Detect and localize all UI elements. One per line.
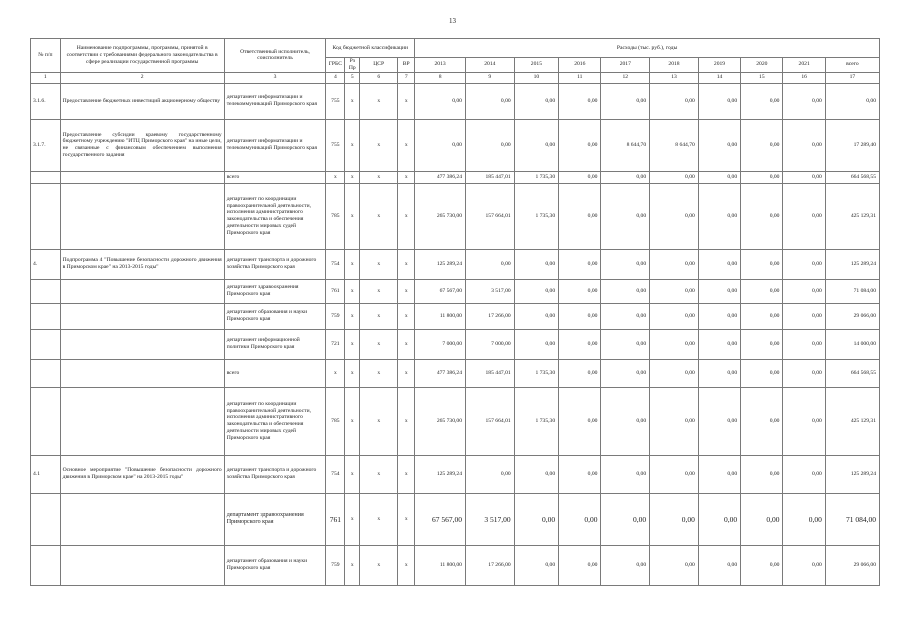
csr-code: x	[360, 545, 398, 585]
expense-value: 0,00	[783, 83, 825, 119]
column-number: 2	[60, 72, 224, 83]
expense-value: 125 289,24	[415, 249, 466, 279]
grbs-code: 785	[326, 387, 345, 455]
program-name	[60, 359, 224, 387]
column-number: 13	[650, 72, 699, 83]
csr-code: x	[360, 279, 398, 303]
expense-value: 0,00	[783, 493, 825, 545]
column-number: 12	[601, 72, 650, 83]
expense-value: 0,00	[650, 171, 699, 183]
expense-value: 0,00	[514, 119, 558, 171]
grbs-code: 761	[326, 493, 345, 545]
rzpr-code: x	[345, 303, 360, 329]
expense-value: 0,00	[783, 545, 825, 585]
expense-value: 0,00	[514, 493, 558, 545]
column-number: 17	[825, 72, 879, 83]
expenses-header: Расходы (тыс. руб.), годы	[415, 39, 880, 58]
csr-code: x	[360, 493, 398, 545]
expense-value: 0,00	[415, 119, 466, 171]
responsible-department: департамент здравоохранения Приморского края	[224, 493, 326, 545]
expense-value: 0,00	[650, 303, 699, 329]
column-number: 3	[224, 72, 326, 83]
expense-value: 157 664,01	[465, 183, 514, 249]
year-header: всего	[825, 58, 879, 73]
expense-value: 0,00	[514, 303, 558, 329]
csr-code: x	[360, 183, 398, 249]
rzpr-code: x	[345, 545, 360, 585]
year-header: 2016	[559, 58, 601, 73]
csr-code: x	[360, 455, 398, 493]
expense-value: 0,00	[741, 303, 783, 329]
expense-value: 71 084,00	[825, 279, 879, 303]
expense-value: 0,00	[559, 359, 601, 387]
expense-value: 0,00	[514, 249, 558, 279]
expense-value: 425 129,31	[825, 387, 879, 455]
expense-value: 0,00	[698, 183, 740, 249]
rzpr-code: x	[345, 119, 360, 171]
grbs-code: 755	[326, 83, 345, 119]
responsible-department: всего	[224, 359, 326, 387]
vr-code: x	[398, 545, 415, 585]
csr-code: x	[360, 171, 398, 183]
grbs-code: 754	[326, 249, 345, 279]
expense-value: 0,00	[741, 359, 783, 387]
grbs-code: 761	[326, 279, 345, 303]
program-name: Подпрограмма 4 "Повышение безопасности дорожного движения в Приморском крае" на 2013-2015 годы"	[60, 249, 224, 279]
expense-value: 0,00	[741, 329, 783, 359]
rzpr-code: x	[345, 493, 360, 545]
expense-value: 0,00	[559, 303, 601, 329]
responsible-department: департамент транспорта и дорожного хозяйства Приморского края	[224, 455, 326, 493]
responsible-department: департамент образования и науки Приморского края	[224, 545, 326, 585]
expense-value: 0,00	[741, 83, 783, 119]
csr-code: x	[360, 83, 398, 119]
expense-value: 0,00	[601, 279, 650, 303]
expense-value: 67 567,00	[415, 279, 466, 303]
column-number: 6	[360, 72, 398, 83]
column-number: 7	[398, 72, 415, 83]
row-number	[31, 303, 61, 329]
expense-value: 157 664,01	[465, 387, 514, 455]
expense-value: 0,00	[465, 249, 514, 279]
csr-code: x	[360, 119, 398, 171]
table-row	[31, 493, 880, 545]
grbs-code: 759	[326, 303, 345, 329]
expense-value: 0,00	[698, 249, 740, 279]
expense-value: 0,00	[559, 249, 601, 279]
expense-value: 8 644,70	[650, 119, 699, 171]
table-row	[31, 279, 880, 303]
expense-value: 0,00	[698, 545, 740, 585]
expense-value: 0,00	[650, 329, 699, 359]
expense-value: 0,00	[559, 493, 601, 545]
program-name	[60, 279, 224, 303]
expense-value: 67 567,00	[415, 493, 466, 545]
expense-value: 185 447,01	[465, 359, 514, 387]
responsible-department: департамент здравоохранения Приморского края	[224, 279, 326, 303]
expense-value: 0,00	[559, 171, 601, 183]
expense-value: 125 289,24	[825, 249, 879, 279]
col-responsible-header: Ответственный исполнитель, соисполнитель	[224, 39, 326, 73]
year-header: 2021	[783, 58, 825, 73]
row-number: 4.	[31, 249, 61, 279]
expense-value: 0,00	[783, 119, 825, 171]
expense-value: 0,00	[698, 119, 740, 171]
expense-value: 0,00	[415, 83, 466, 119]
year-header: 2017	[601, 58, 650, 73]
csr-code: x	[360, 329, 398, 359]
expense-value: 0,00	[741, 455, 783, 493]
program-name	[60, 493, 224, 545]
expense-value: 0,00	[601, 545, 650, 585]
expense-value: 0,00	[741, 493, 783, 545]
grbs-code: 785	[326, 183, 345, 249]
expense-value: 0,00	[650, 279, 699, 303]
column-number: 1	[31, 72, 61, 83]
expense-value: 0,00	[783, 171, 825, 183]
expense-value: 0,00	[783, 329, 825, 359]
expense-value: 265 730,00	[415, 183, 466, 249]
rzpr-code: x	[345, 183, 360, 249]
responsible-department: департамент по координации правоохранительной деятельности, исполнения административного законодательства и обеспечения деятельности мировых судей Приморского края	[224, 387, 326, 455]
vr-code: x	[398, 387, 415, 455]
row-number	[31, 329, 61, 359]
vr-code: x	[398, 183, 415, 249]
grbs-code: 754	[326, 455, 345, 493]
expense-value: 0,00	[783, 387, 825, 455]
expense-value: 664 568,55	[825, 171, 879, 183]
page-number: 13	[449, 17, 456, 25]
code-header: Рз Пр	[345, 58, 360, 73]
row-number: 4.1	[31, 455, 61, 493]
program-name	[60, 387, 224, 455]
expense-value: 7 000,00	[415, 329, 466, 359]
expense-value: 0,00	[601, 249, 650, 279]
grbs-code: x	[326, 171, 345, 183]
rzpr-code: x	[345, 329, 360, 359]
responsible-department: департамент транспорта и дорожного хозяйства Приморского края	[224, 249, 326, 279]
expense-value: 0,00	[783, 249, 825, 279]
expense-value: 0,00	[698, 387, 740, 455]
expense-value: 0,00	[650, 183, 699, 249]
table-row	[31, 359, 880, 387]
grbs-code: 721	[326, 329, 345, 359]
expense-value: 477 386,24	[415, 359, 466, 387]
row-number	[31, 545, 61, 585]
expense-value: 0,00	[514, 83, 558, 119]
table-body	[31, 83, 880, 585]
column-number: 14	[698, 72, 740, 83]
vr-code: x	[398, 171, 415, 183]
expense-value: 0,00	[601, 83, 650, 119]
expense-value: 0,00	[741, 387, 783, 455]
table-row	[31, 183, 880, 249]
budget-code-header: Код бюджетной классификации	[326, 39, 415, 58]
responsible-department: всего	[224, 171, 326, 183]
expense-value: 425 129,31	[825, 183, 879, 249]
year-header: 2018	[650, 58, 699, 73]
expense-value: 0,00	[559, 387, 601, 455]
expense-value: 265 730,00	[415, 387, 466, 455]
table-row	[31, 83, 880, 119]
expense-value: 1 735,30	[514, 387, 558, 455]
vr-code: x	[398, 493, 415, 545]
expense-value: 0,00	[465, 119, 514, 171]
column-number: 10	[514, 72, 558, 83]
vr-code: x	[398, 249, 415, 279]
expense-value: 0,00	[559, 119, 601, 171]
table-row	[31, 249, 880, 279]
column-number: 11	[559, 72, 601, 83]
expense-value: 0,00	[514, 329, 558, 359]
expense-value: 0,00	[559, 329, 601, 359]
vr-code: x	[398, 279, 415, 303]
csr-code: x	[360, 359, 398, 387]
table-row	[31, 303, 880, 329]
expense-value: 0,00	[783, 455, 825, 493]
vr-code: x	[398, 119, 415, 171]
table-row	[31, 119, 880, 171]
expense-value: 125 289,24	[825, 455, 879, 493]
responsible-department: департамент информатизации и телекоммуникаций Приморского края	[224, 83, 326, 119]
responsible-department: департамент информатизации и телекоммуникаций Приморского края	[224, 119, 326, 171]
expense-value: 0,00	[601, 183, 650, 249]
expense-value: 11 800,00	[415, 303, 466, 329]
program-name: Предоставление субсидии краевому государственному бюджетному учреждению "ИТЦ Приморского края" на иные цели, не связанные с финансовым обеспечением выполнения государственного задания	[60, 119, 224, 171]
expense-value: 0,00	[741, 545, 783, 585]
expense-value: 0,00	[698, 83, 740, 119]
row-number: 3.1.6.	[31, 83, 61, 119]
expense-value: 8 644,70	[601, 119, 650, 171]
expense-value: 0,00	[698, 303, 740, 329]
expense-value: 0,00	[559, 455, 601, 493]
grbs-code: x	[326, 359, 345, 387]
grbs-code: 755	[326, 119, 345, 171]
expense-value: 0,00	[601, 455, 650, 493]
expense-value: 29 066,00	[825, 545, 879, 585]
expense-value: 0,00	[698, 329, 740, 359]
expense-value: 0,00	[698, 493, 740, 545]
table-row	[31, 545, 880, 585]
expense-value: 17 266,00	[465, 545, 514, 585]
expense-value: 0,00	[698, 279, 740, 303]
expense-value: 0,00	[514, 455, 558, 493]
expense-value: 477 386,24	[415, 171, 466, 183]
expense-value: 1 735,30	[514, 359, 558, 387]
column-number: 9	[465, 72, 514, 83]
year-header: 2014	[465, 58, 514, 73]
rzpr-code: x	[345, 171, 360, 183]
expense-value: 0,00	[601, 171, 650, 183]
responsible-department: департамент образования и науки Приморского края	[224, 303, 326, 329]
grbs-code: 759	[326, 545, 345, 585]
expense-value: 0,00	[650, 249, 699, 279]
expense-value: 0,00	[601, 387, 650, 455]
expense-value: 71 084,00	[825, 493, 879, 545]
expense-value: 1 735,30	[514, 183, 558, 249]
expense-value: 3 517,00	[465, 279, 514, 303]
expense-value: 17 289,40	[825, 119, 879, 171]
program-name	[60, 329, 224, 359]
vr-code: x	[398, 359, 415, 387]
expense-value: 0,00	[825, 83, 879, 119]
expense-value: 0,00	[650, 359, 699, 387]
column-number: 8	[415, 72, 466, 83]
expense-value: 0,00	[601, 329, 650, 359]
table-header	[31, 39, 880, 84]
expenditure-table	[30, 38, 880, 586]
row-number	[31, 279, 61, 303]
program-name: Предоставление бюджетных инвестиций акционерному обществу	[60, 83, 224, 119]
expense-value: 0,00	[650, 387, 699, 455]
program-name	[60, 303, 224, 329]
column-number: 4	[326, 72, 345, 83]
expense-value: 125 289,24	[415, 455, 466, 493]
expense-value: 0,00	[601, 493, 650, 545]
year-header: 2015	[514, 58, 558, 73]
table-row	[31, 329, 880, 359]
expense-value: 185 447,01	[465, 171, 514, 183]
expense-value: 0,00	[650, 493, 699, 545]
rzpr-code: x	[345, 249, 360, 279]
expense-value: 0,00	[559, 279, 601, 303]
expense-value: 7 000,00	[465, 329, 514, 359]
rzpr-code: x	[345, 387, 360, 455]
code-header: ГРБС	[326, 58, 345, 73]
expense-value: 0,00	[698, 359, 740, 387]
column-number: 5	[345, 72, 360, 83]
expense-value: 3 517,00	[465, 493, 514, 545]
program-name: Основное мероприятие "Повышение безопасности дорожного движения в Приморском крае" на 2013-2015 годы"	[60, 455, 224, 493]
csr-code: x	[360, 249, 398, 279]
expense-value: 0,00	[741, 119, 783, 171]
table-row	[31, 455, 880, 493]
vr-code: x	[398, 303, 415, 329]
expense-value: 0,00	[698, 171, 740, 183]
row-number	[31, 359, 61, 387]
expense-value: 0,00	[650, 83, 699, 119]
year-header: 2019	[698, 58, 740, 73]
rzpr-code: x	[345, 279, 360, 303]
program-name	[60, 545, 224, 585]
expense-value: 14 000,00	[825, 329, 879, 359]
expense-value: 0,00	[783, 279, 825, 303]
table-row	[31, 387, 880, 455]
expense-value: 0,00	[650, 455, 699, 493]
row-number	[31, 493, 61, 545]
vr-code: x	[398, 455, 415, 493]
expense-value: 0,00	[783, 359, 825, 387]
csr-code: x	[360, 387, 398, 455]
expense-value: 0,00	[698, 455, 740, 493]
expense-value: 0,00	[514, 279, 558, 303]
table-row	[31, 171, 880, 183]
rzpr-code: x	[345, 359, 360, 387]
year-header: 2013	[415, 58, 466, 73]
row-number	[31, 183, 61, 249]
expense-value: 0,00	[650, 545, 699, 585]
expense-value: 0,00	[783, 303, 825, 329]
rzpr-code: x	[345, 83, 360, 119]
expense-value: 0,00	[559, 183, 601, 249]
code-header: ВР	[398, 58, 415, 73]
code-header: ЦСР	[360, 58, 398, 73]
year-header: 2020	[741, 58, 783, 73]
expense-value: 664 568,55	[825, 359, 879, 387]
row-number	[31, 387, 61, 455]
expense-value: 0,00	[601, 359, 650, 387]
rzpr-code: x	[345, 455, 360, 493]
expense-value: 1 735,30	[514, 171, 558, 183]
expense-value: 17 266,00	[465, 303, 514, 329]
expense-value: 0,00	[465, 455, 514, 493]
vr-code: x	[398, 83, 415, 119]
program-name	[60, 171, 224, 183]
csr-code: x	[360, 303, 398, 329]
expense-value: 0,00	[465, 83, 514, 119]
expense-value: 0,00	[741, 249, 783, 279]
expense-value: 11 800,00	[415, 545, 466, 585]
expense-value: 0,00	[741, 183, 783, 249]
expense-value: 29 066,00	[825, 303, 879, 329]
expense-value: 0,00	[601, 303, 650, 329]
program-name	[60, 183, 224, 249]
responsible-department: департамент информационной политики Приморского края	[224, 329, 326, 359]
expense-value: 0,00	[741, 279, 783, 303]
row-number: 3.1.7.	[31, 119, 61, 171]
vr-code: x	[398, 329, 415, 359]
expense-value: 0,00	[559, 83, 601, 119]
expense-value: 0,00	[741, 171, 783, 183]
col-name-header: Наименование подпрограммы, программы, принятой в соответствии с требованиями федерального законодательства в сфере реализации государственной программы	[60, 39, 224, 73]
expense-value: 0,00	[514, 545, 558, 585]
responsible-department: департамент по координации правоохранительной деятельности, исполнения административного законодательства и обеспечения деятельности мировых судей Приморского края	[224, 183, 326, 249]
expense-value: 0,00	[559, 545, 601, 585]
expense-value: 0,00	[783, 183, 825, 249]
row-number	[31, 171, 61, 183]
column-number: 16	[783, 72, 825, 83]
column-number: 15	[741, 72, 783, 83]
col-no-header: № п/п	[31, 39, 61, 73]
